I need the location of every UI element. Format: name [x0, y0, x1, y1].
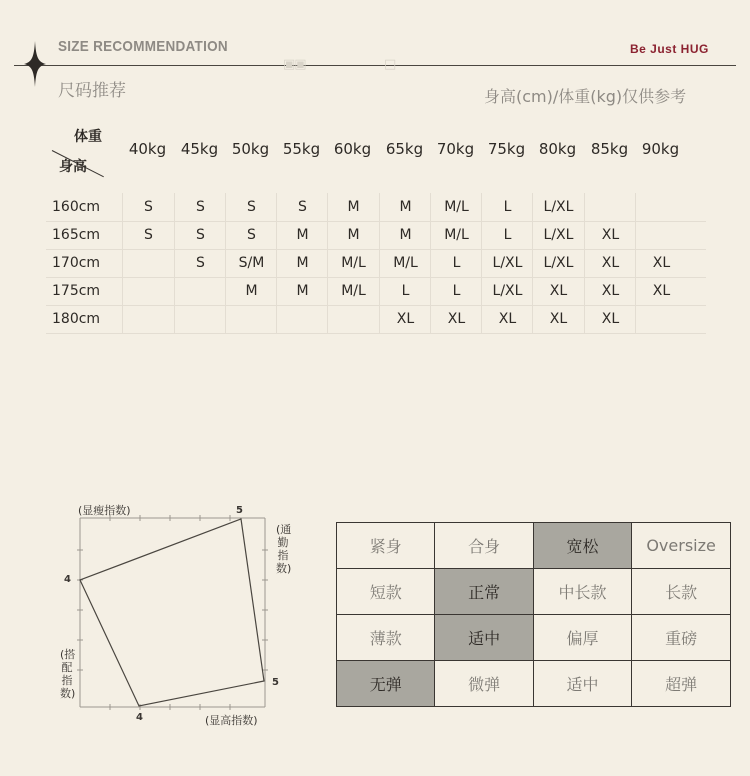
size-cell: S	[122, 221, 174, 249]
row-height-label: 170cm	[52, 255, 101, 271]
size-row	[46, 249, 706, 278]
weight-header: 45kg	[180, 140, 219, 158]
size-cell	[635, 193, 687, 221]
radar-label-slimming: (显瘦指数)	[78, 504, 131, 517]
size-cell: M	[276, 277, 328, 305]
size-row	[46, 193, 706, 222]
radar-score-height: 4	[136, 712, 143, 723]
style-grid-row	[337, 523, 731, 569]
size-cell: L/XL	[532, 249, 584, 277]
size-row	[46, 221, 706, 250]
size-cell	[174, 277, 226, 305]
size-cell: XL	[584, 249, 636, 277]
size-cell: S/M	[225, 249, 277, 277]
section-title: SIZE RECOMMENDATION	[58, 38, 228, 55]
weight-axis-label: 体重	[74, 129, 102, 145]
radar-score-slimming: 5	[236, 505, 243, 516]
size-cell: M	[327, 193, 379, 221]
size-cell: L	[379, 277, 431, 305]
radar-svg	[50, 495, 290, 735]
style-option: 中长款	[533, 569, 631, 615]
size-cell: M	[276, 249, 328, 277]
radar-label-matching: (搭配指数)	[60, 648, 76, 700]
height-axis-label: 身高	[59, 159, 87, 175]
style-option: 薄款	[337, 615, 435, 661]
radar-label-commute: (通勤指数)	[276, 523, 292, 575]
weight-header: 80kg	[538, 140, 577, 158]
size-cell: XL	[584, 221, 636, 249]
size-cell: XL	[532, 305, 584, 333]
section-subtitle: 尺码推荐	[58, 81, 126, 101]
size-cell	[635, 305, 687, 333]
size-cell: S	[276, 193, 328, 221]
size-cell: M/L	[430, 221, 482, 249]
style-grid-row	[337, 615, 731, 661]
size-cell: XL	[430, 305, 482, 333]
style-option: 紧身	[337, 523, 435, 569]
size-cell: L	[481, 193, 533, 221]
style-option: 合身	[435, 523, 533, 569]
size-cell: M/L	[379, 249, 431, 277]
reference-note: 身高(cm)/体重(kg)仅供参考	[484, 87, 687, 106]
weight-header: 70kg	[436, 140, 475, 158]
row-height-label: 180cm	[52, 311, 101, 327]
decor-mark: ▣▣	[283, 57, 306, 72]
size-cell: M/L	[430, 193, 482, 221]
weight-header: 40kg	[128, 140, 167, 158]
size-cell	[276, 305, 328, 333]
size-cell: S	[174, 249, 226, 277]
style-option: 适中	[533, 661, 631, 707]
size-row	[46, 305, 706, 334]
radar-score-commute: 5	[272, 677, 279, 688]
size-cell: S	[225, 193, 277, 221]
style-option: 重磅	[632, 615, 731, 661]
size-cell: XL	[481, 305, 533, 333]
size-cell: M/L	[327, 277, 379, 305]
brand-logo: Be Just HUG	[630, 42, 709, 56]
size-cell	[122, 249, 174, 277]
size-cell	[635, 221, 687, 249]
radar-score-matching: 4	[64, 574, 71, 585]
decor-mark: □	[384, 57, 397, 72]
size-cell: S	[225, 221, 277, 249]
style-option-selected: 宽松	[533, 523, 631, 569]
size-cell: XL	[379, 305, 431, 333]
size-cell: XL	[635, 249, 687, 277]
style-option-selected: 适中	[435, 615, 533, 661]
style-attribute-grid	[336, 522, 731, 707]
style-grid-row	[337, 569, 731, 615]
weight-header: 75kg	[487, 140, 526, 158]
size-cell: M	[379, 193, 431, 221]
size-cell: L	[430, 277, 482, 305]
size-cell: XL	[584, 277, 636, 305]
weight-header: 55kg	[282, 140, 321, 158]
weight-header: 60kg	[333, 140, 372, 158]
style-grid-row	[337, 661, 731, 707]
size-cell: XL	[532, 277, 584, 305]
size-cell	[225, 305, 277, 333]
size-cell: XL	[584, 305, 636, 333]
style-option: 偏厚	[533, 615, 631, 661]
size-cell: M/L	[327, 249, 379, 277]
style-option: 长款	[632, 569, 731, 615]
size-cell: M	[276, 221, 328, 249]
row-height-label: 160cm	[52, 199, 101, 215]
size-cell	[122, 305, 174, 333]
size-cell	[122, 277, 174, 305]
sparkle-icon	[24, 41, 46, 87]
size-cell: M	[379, 221, 431, 249]
header-divider	[14, 65, 736, 66]
weight-header: 85kg	[590, 140, 629, 158]
size-cell: XL	[635, 277, 687, 305]
fit-radar-chart	[50, 495, 290, 735]
size-cell: L	[430, 249, 482, 277]
size-cell	[327, 305, 379, 333]
size-cell: L/XL	[481, 277, 533, 305]
row-height-label: 165cm	[52, 227, 101, 243]
radar-shape	[80, 519, 264, 706]
size-cell	[584, 193, 636, 221]
weight-header: 65kg	[385, 140, 424, 158]
size-cell: L/XL	[481, 249, 533, 277]
size-cell	[174, 305, 226, 333]
size-cell: M	[225, 277, 277, 305]
size-cell: L	[481, 221, 533, 249]
style-option: Oversize	[632, 523, 731, 569]
style-option: 微弹	[435, 661, 533, 707]
style-option-selected: 无弹	[337, 661, 435, 707]
weight-header: 90kg	[641, 140, 680, 158]
size-cell: L/XL	[532, 193, 584, 221]
size-cell: S	[122, 193, 174, 221]
weight-header: 50kg	[231, 140, 270, 158]
size-cell: L/XL	[532, 221, 584, 249]
style-option: 超弹	[632, 661, 731, 707]
size-cell: M	[327, 221, 379, 249]
style-option: 短款	[337, 569, 435, 615]
size-cell: S	[174, 193, 226, 221]
radar-label-height: (显高指数)	[205, 714, 258, 727]
size-cell: S	[174, 221, 226, 249]
style-option-selected: 正常	[435, 569, 533, 615]
size-row	[46, 277, 706, 306]
row-height-label: 175cm	[52, 283, 101, 299]
table-corner-header	[48, 122, 110, 178]
